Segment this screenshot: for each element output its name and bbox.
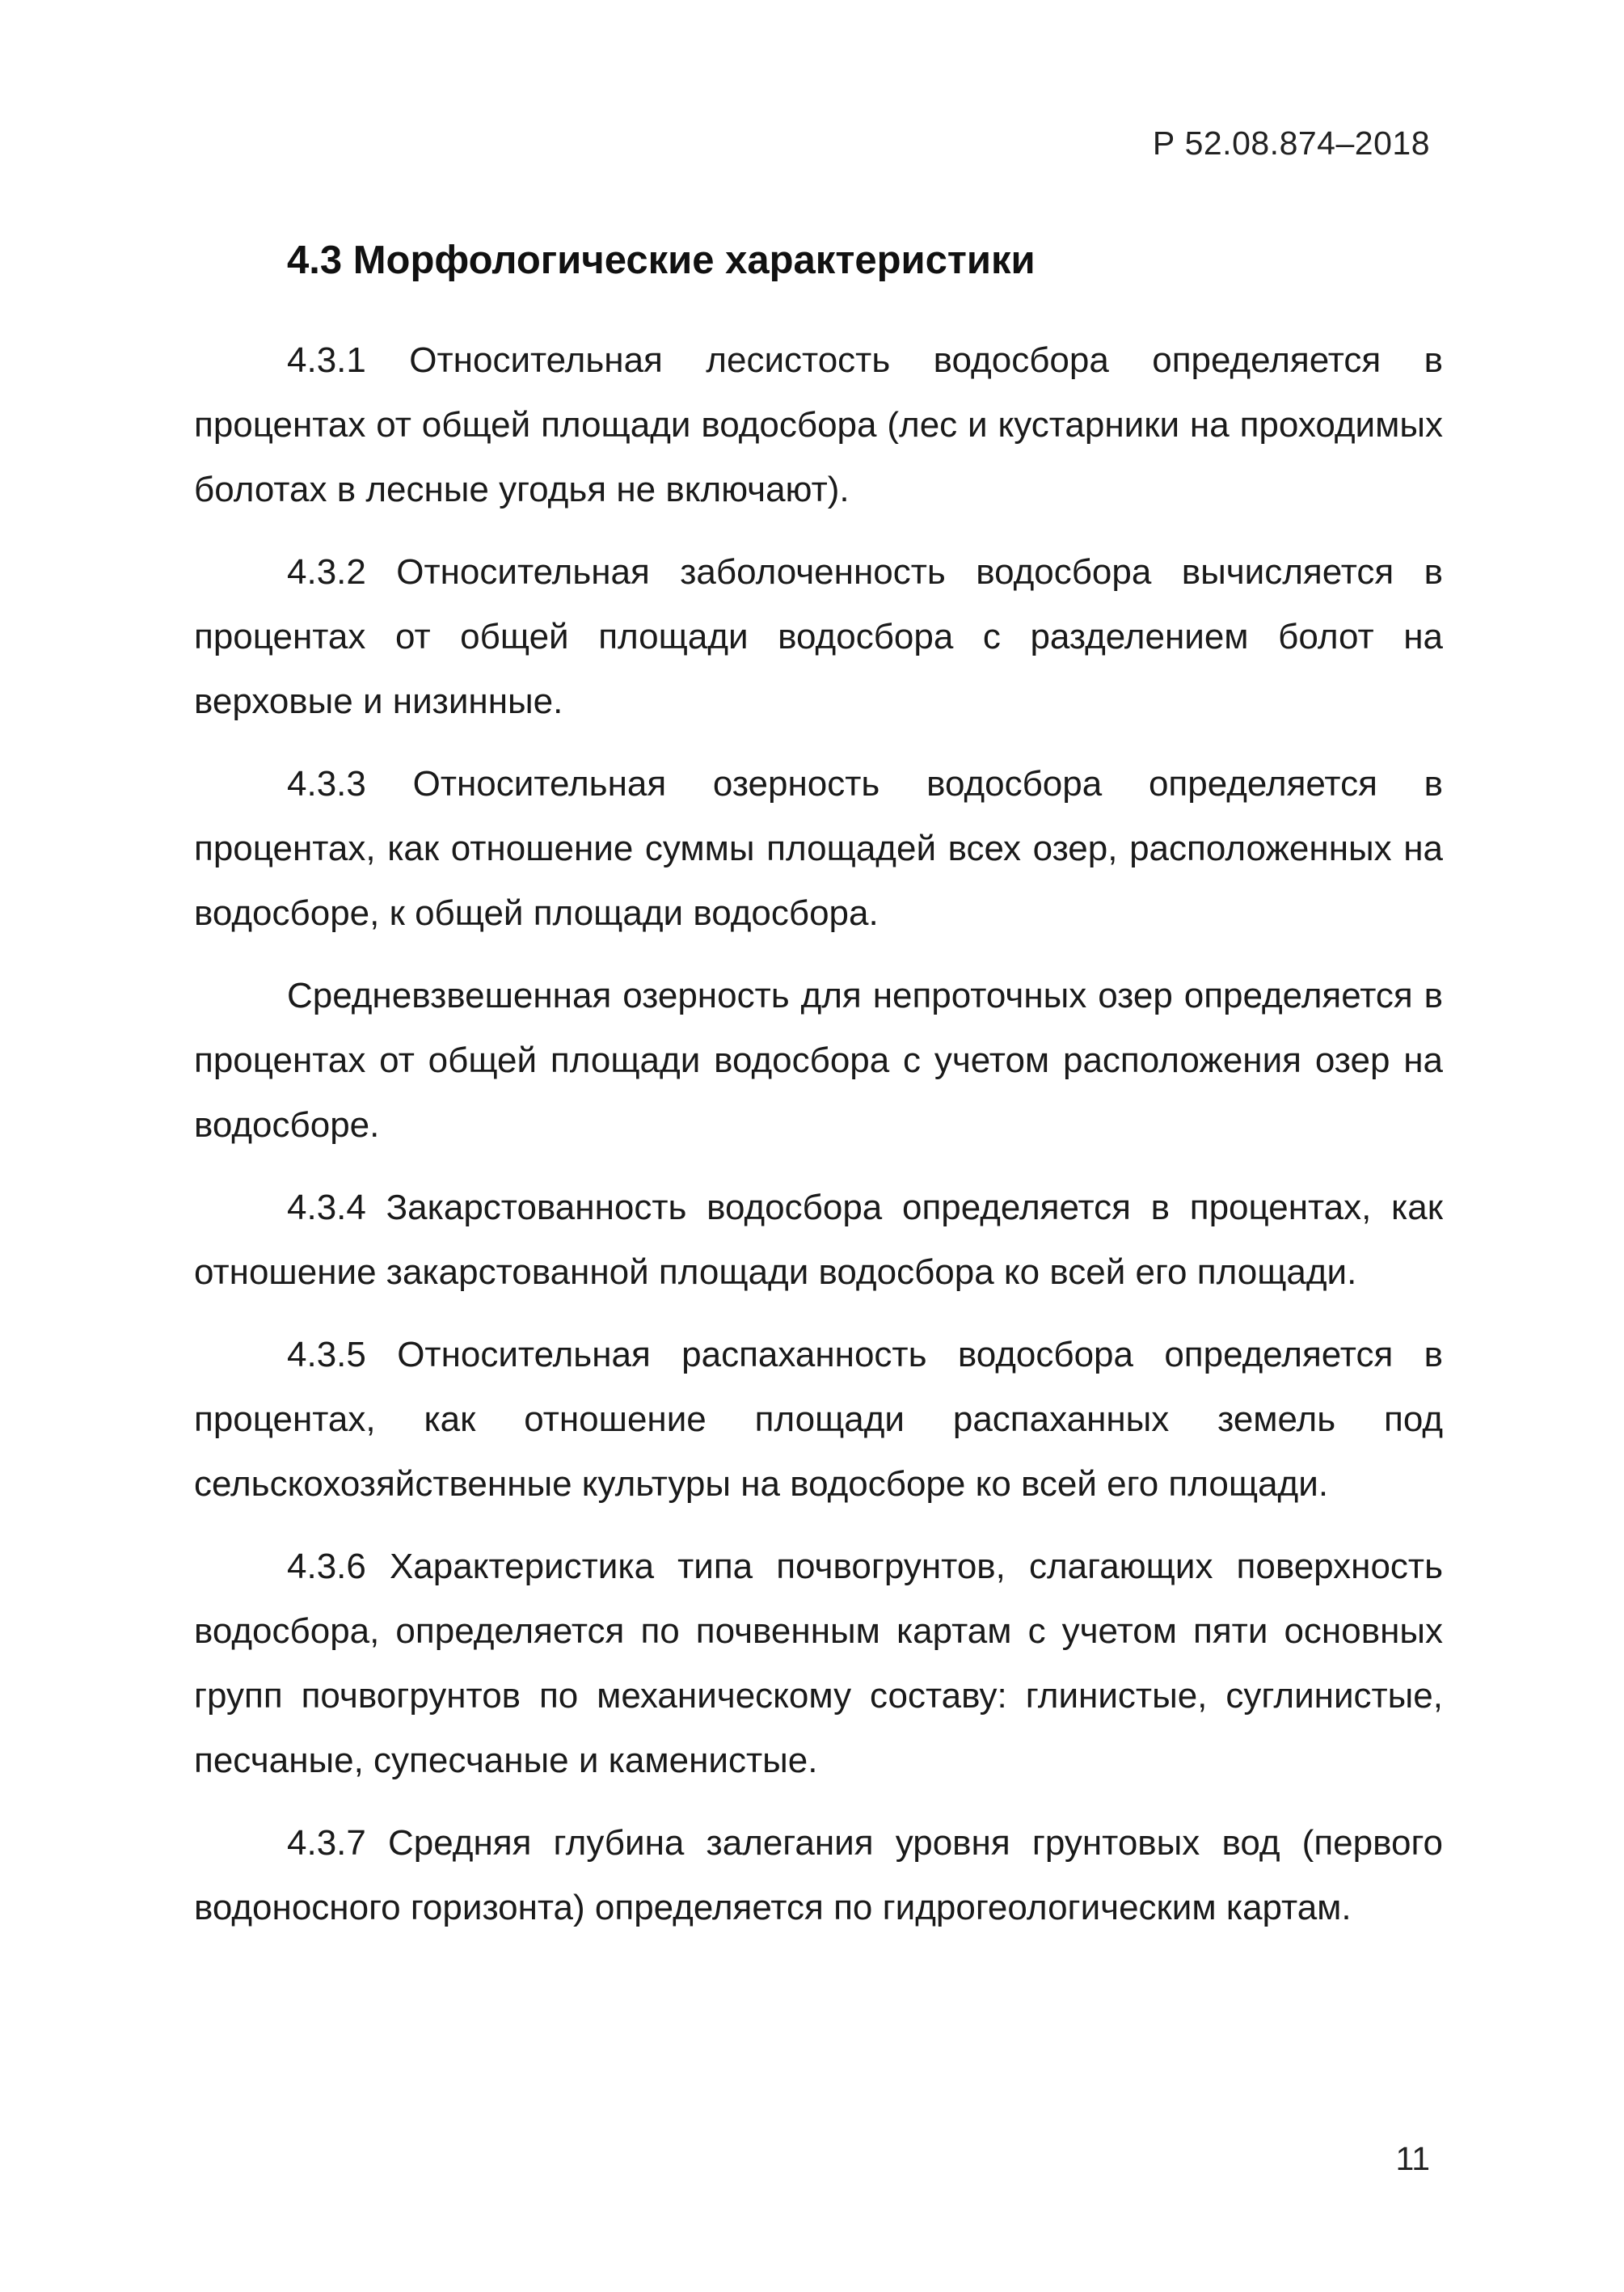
- document-code: Р 52.08.874–2018: [1152, 125, 1430, 162]
- paragraph-4-3-4: 4.3.4 Закарстованность водосбора определяется в процентах, как отношение закарстованной площади водосбора ко всей его площади.: [194, 1188, 1443, 1292]
- paragraph-4-3-2: 4.3.2 Относительная заболоченность водосбора вычисляется в процентах от общей площади водосбора с разделением болот на верховые и низинные.: [194, 552, 1443, 721]
- section-heading: 4.3 Морфологические характеристики: [287, 238, 1036, 282]
- section-body: [194, 234, 1443, 1958]
- paragraph-weighted-lake-ratio: Средневзвешенная озерность для непроточных озер определяется в процентах от общей площади водосбора с учетом расположения озер на водосборе.: [194, 976, 1443, 1145]
- paragraph-4-3-5: 4.3.5 Относительная распаханность водосбора определяется в процентах, как отношение площади распаханных земель под сельскохозяйственные культуры на водосборе ко всей его площади.: [194, 1335, 1443, 1504]
- paragraph-4-3-3: 4.3.3 Относительная озерность водосбора определяется в процентах, как отношение суммы площадей всех озер, расположенных на водосборе, к общей площади водосбора.: [194, 764, 1443, 933]
- page-number: 11: [1395, 2140, 1430, 2177]
- paragraph-4-3-7: 4.3.7 Средняя глубина залегания уровня грунтовых вод (первого водоносного горизонта) определяется по гидрогеологическим картам.: [194, 1823, 1443, 1927]
- paragraph-4-3-1: 4.3.1 Относительная лесистость водосбора определяется в процентах от общей площади водосбора (лес и кустарники на проходимых болотах в лесные угодья не включают).: [194, 340, 1443, 509]
- paragraph-4-3-6: 4.3.6 Характеристика типа почвогрунтов, слагающих поверхность водосбора, определяется по почвенным картам с учетом пяти основных групп почвогрунтов по механическому составу: глинистые, суглинистые, песчаные, супесчаные и каменистые.: [194, 1547, 1443, 1780]
